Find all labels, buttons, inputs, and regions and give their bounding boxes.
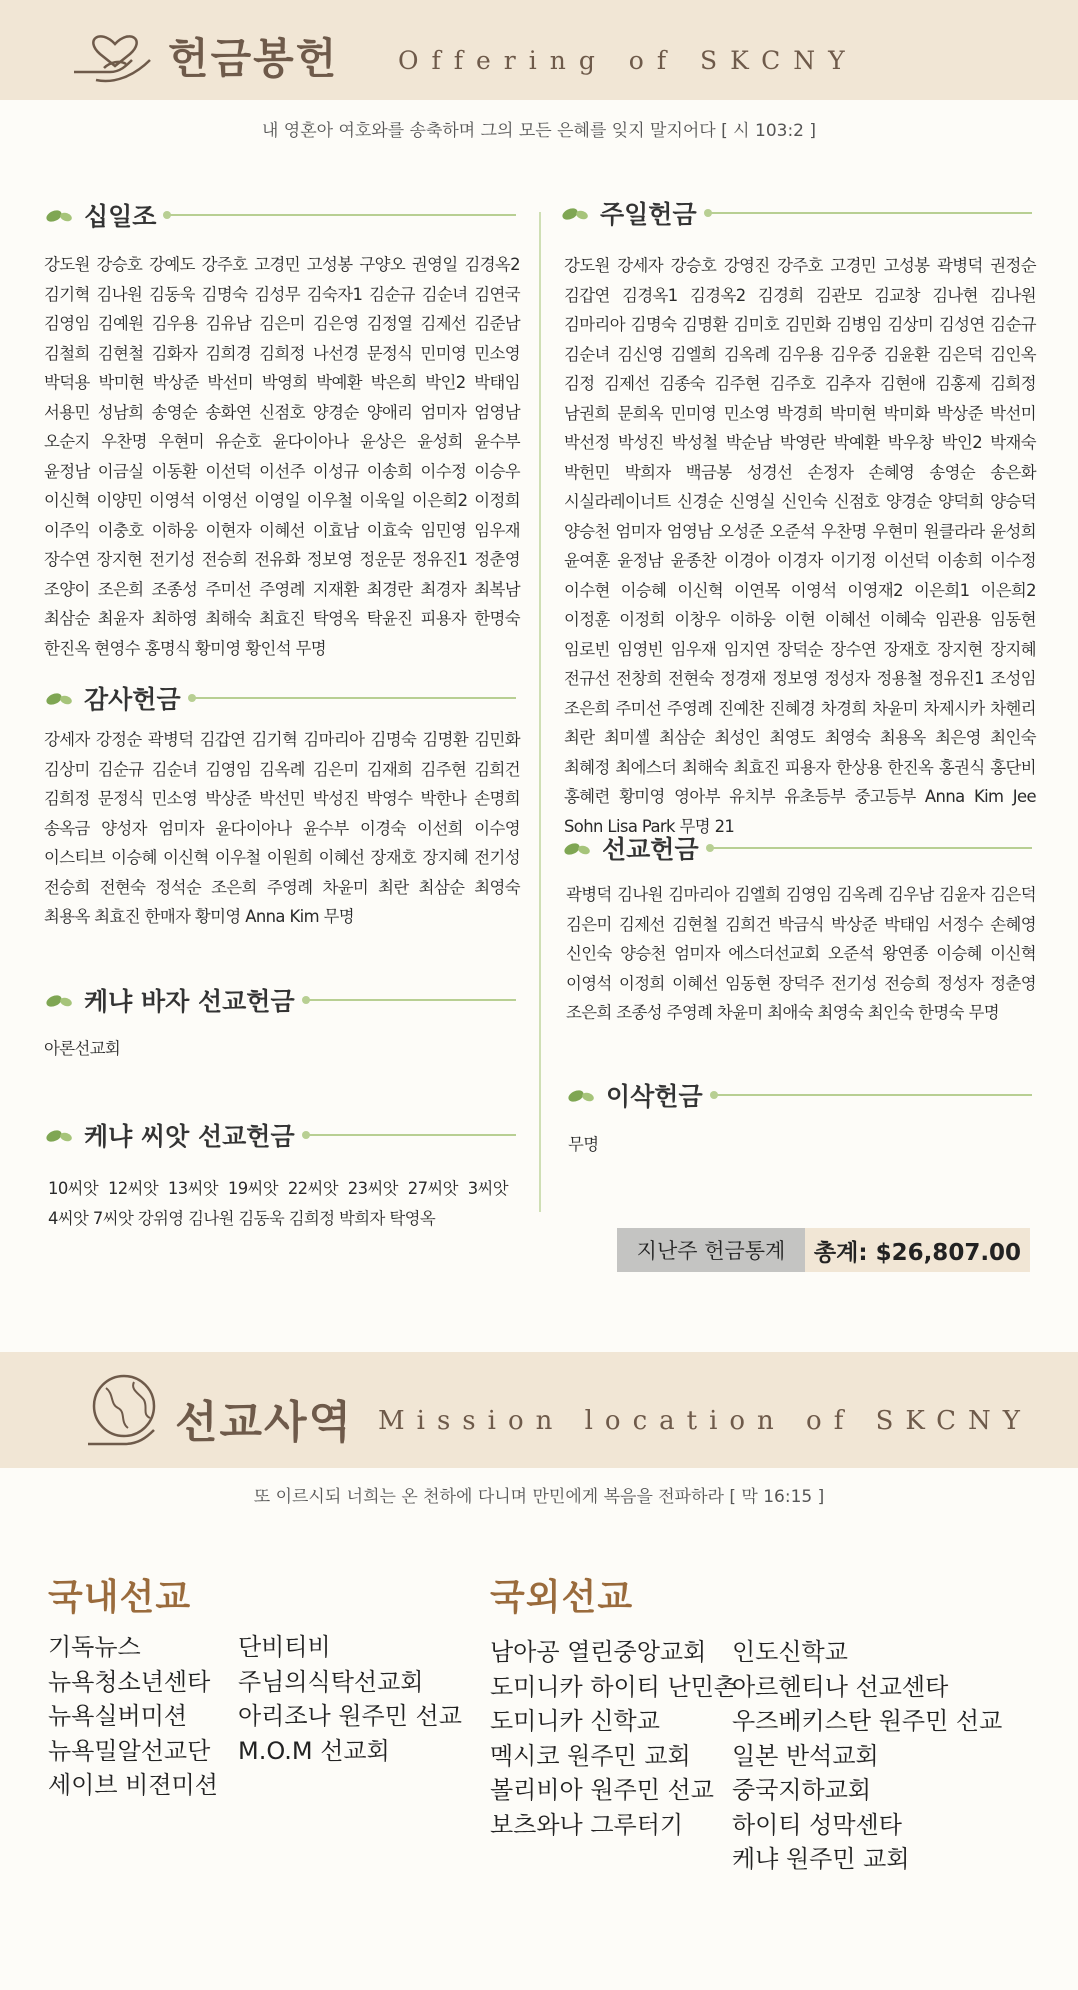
leaf-icon <box>566 1084 596 1106</box>
kenya-bazaar-title: 케냐 바자 선교헌금 <box>84 987 295 1016</box>
mission-item: 인도신학교 <box>732 1638 848 1666</box>
mission-item: 남아공 열린중앙교회 <box>490 1638 707 1666</box>
domestic-mission-heading: 국내선교 <box>48 1577 192 1618</box>
kenya-seed-names: 10씨앗 12씨앗 13씨앗 19씨앗 22씨앗 23씨앗 27씨앗 3씨앗 4씨앗 7씨앗 강위영 김나원 김동욱 김희정 박희자 탁영옥 <box>48 1179 508 1228</box>
mission-item: 아르헨티나 선교센타 <box>732 1672 949 1701</box>
overseas-mission-list-1 <box>490 1635 737 1842</box>
leaf-icon <box>44 204 74 226</box>
mission-item: 뉴욕청소년센타 <box>48 1667 211 1696</box>
mission-offering-heading <box>562 830 1032 866</box>
sunday-names: 강도원 강세자 강승호 강영진 강주호 고경민 고성봉 곽병덕 권정순 김갑연 김경옥1 김경옥2 김경희 김관모 김교창 김나현 김나원 김마리아 김명숙 김명환 김미호 김민화 김병임 김상미 김성연 김순규 김순녀 김신영 김엘희 김옥례 김우용 김우중 김윤환 김은덕 김인옥 김정 김제선 김종숙 김주현 김주호 김추자 김현애 김홍제 김희정 남권희 문희옥 민미영 민소영 박경희 박미현 박미화 박상준 박선미 박선정 박성진 박성철 박순남 박영란 박예환 박우창 박인2 박재숙 박헌민 박희자 백금봉 성경선 손정자 손혜영 송영순 송은화 시실라레이너트 신경순 신영실 신인숙 신점호 양경순 양덕희 양승덕 양승천 엄미자 엄영남 오성준 오준석 우찬명 우현미 원클라라 윤성희 윤여훈 윤정남 윤종찬 이경아 이경자 이기정 이선덕 이송희 이수정 이수현 이승혜 이신혁 이연목 이영석 이영재2 이은희1 이은희2 이정훈 이정희 이창우 이하웅 이현 이혜선 이혜숙 임관용 임동현 임로빈 임영빈 임우재 임지연 장덕순 장수연 장재호 장지현 장지혜 전규선 전창희 전현숙 정경재 정보영 정성자 정용철 정유진1 조성임 조은희 주미선 주영례 진예찬 진혜경 차경희 차윤미 차제시카 차헨리 최란 최미셸 최삼순 최성인 최영도 최영숙 최용옥 최은영 최인숙 최혜정 최에스더 최해숙 최효진 피용자 한상용 한진옥 홍권식 홍단비 홍혜련 황미영 영아부 유치부 유초등부 중고등부 Anna Kim Jee Sohn Lisa Park 무명 21 <box>564 256 1036 836</box>
kenya-seed-title: 케냐 씨앗 선교헌금 <box>84 1122 295 1151</box>
heading-rule <box>709 847 1032 849</box>
mission-item: 볼리비아 원주민 선교 <box>490 1776 714 1804</box>
offering-verse: 내 영혼아 여호와를 송축하며 그의 모든 은혜를 잊지 말지어다 [ 시 103:2 ] <box>261 121 817 141</box>
thanks-title: 감사헌금 <box>84 685 181 714</box>
mission-item: 멕시코 원주민 교회 <box>490 1741 691 1770</box>
mission-banner <box>0 1352 1078 1468</box>
mission-item: 뉴욕실버미션 <box>48 1702 188 1730</box>
weekly-stats-total: 총계: $26,807.00 <box>805 1228 1030 1272</box>
leaf-icon <box>44 1124 74 1146</box>
isaac-offering-heading <box>566 1077 1032 1113</box>
mission-item: 아리조나 원주민 선교 <box>238 1702 462 1730</box>
sunday-title: 주일헌금 <box>600 200 697 229</box>
mission-title: 선교사역 <box>175 1397 354 1448</box>
heading-rule <box>166 214 516 216</box>
weekly-stats-label: 지난주 헌금통계 <box>617 1228 805 1272</box>
heading-rule <box>713 1094 1032 1096</box>
kenya-bazaar-heading <box>44 982 516 1018</box>
leaf-icon <box>44 989 74 1011</box>
column-divider <box>539 212 541 1212</box>
mission-item: 일본 반석교회 <box>732 1741 879 1770</box>
hands-heart-icon <box>70 14 160 94</box>
kenya-bazaar-names: 아론선교회 <box>44 1039 121 1058</box>
isaac-offering-title: 이삭헌금 <box>606 1082 703 1111</box>
mission-subtitle: Mission location of SKCNY <box>378 1406 1032 1436</box>
leaf-icon <box>562 837 592 859</box>
mission-item: 우즈베키스탄 원주민 선교 <box>732 1707 1003 1735</box>
offering-title: 헌금봉헌 <box>168 34 339 83</box>
domestic-mission-list-2 <box>238 1630 462 1768</box>
thanks-heading <box>44 680 516 716</box>
mission-item: 도미니카 하이티 난민촌 <box>490 1672 738 1701</box>
globe-hand-icon <box>84 1370 170 1456</box>
heading-rule <box>191 697 516 699</box>
leaf-icon <box>44 687 74 709</box>
isaac-offering-names: 무명 <box>568 1135 599 1154</box>
heading-rule <box>305 999 516 1001</box>
mission-offering-title: 선교헌금 <box>602 835 699 864</box>
leaf-icon <box>560 202 590 224</box>
mission-item: 보츠와나 그루터기 <box>490 1810 684 1839</box>
sunday-heading <box>560 195 1032 231</box>
mission-verse: 또 이르시되 너희는 온 천하에 다니며 만민에게 복음을 전파하라 [ 막 16:15 ] <box>253 1487 825 1507</box>
mission-item: 중국지하교회 <box>732 1776 872 1804</box>
mission-item: 케냐 원주민 교회 <box>732 1845 910 1873</box>
mission-offering-names: 곽병덕 김나원 김마리아 김엘희 김영임 김옥례 김우남 김윤자 김은덕 김은미 김제선 김현철 김희건 박금식 박상준 박태임 서정수 손혜영 신인숙 양승천 엄미자 에스더선교회 오준석 왕연종 이승혜 이신혁 이영석 이정희 이혜선 임동현 장덕주 전기성 전승희 정성자 정춘영 조은희 조종성 주영례 차윤미 최애숙 최영숙 최인숙 한명숙 무명 <box>566 885 1036 1022</box>
kenya-seed-heading <box>44 1117 516 1153</box>
mission-item: 단비티비 <box>238 1633 331 1661</box>
mission-item: 기독뉴스 <box>48 1633 141 1661</box>
thanks-names: 강세자 강정순 곽병덕 김갑연 김기혁 김마리아 김명숙 김명환 김민화 김상미 김순규 김순녀 김영임 김옥례 김은미 김재희 김주현 김희건 김희정 문정식 민소영 박상준 박선민 박성진 박영수 박한나 손명희 송옥금 양성자 엄미자 윤다이아나 윤수부 이경숙 이선희 이수영 이스티브 이승혜 이신혁 이우철 이원희 이혜선 장재호 장지혜 전기성 전승희 전현숙 정석순 조은희 주영례 차윤미 최란 최삼순 최영숙 최용옥 최효진 한매자 황미영 Anna Kim 무명 <box>44 730 520 926</box>
mission-item: 주님의식탁선교회 <box>238 1667 424 1696</box>
tithe-heading <box>44 197 516 233</box>
mission-item: 도미니카 신학교 <box>490 1707 660 1735</box>
heading-rule <box>707 212 1032 214</box>
mission-item: 세이브 비젼미션 <box>48 1771 218 1799</box>
overseas-mission-list-2 <box>732 1635 1002 1877</box>
mission-item: 뉴욕밀알선교단 <box>48 1736 211 1765</box>
offering-banner <box>0 0 1078 100</box>
heading-rule <box>305 1134 516 1136</box>
offering-subtitle: Offering of SKCNY <box>398 46 858 75</box>
tithe-title: 십일조 <box>84 202 157 231</box>
tithe-names: 강도원 강승호 강예도 강주호 고경민 고성봉 구양오 권영일 김경옥2 김기혁 김나원 김동욱 김명숙 김성무 김숙자1 김순규 김순녀 김연국 김영임 김예원 김우용 김유남 김은미 김은영 김정열 김제선 김준남 김철희 김현철 김화자 김희경 김희정 나선경 문정식 민미영 민소영 박덕용 박미현 박상준 박선미 박영희 박예환 박은희 박인2 박태임 서용민 성남희 송영순 송화연 신점호 양경순 양애리 엄미자 엄영남 오순지 우찬명 우현미 유순호 윤다이아나 윤상은 윤성희 윤수부 윤정남 이금실 이동환 이선덕 이선주 이성규 이송희 이수정 이승우 이신혁 이양민 이영석 이영선 이영일 이우철 이욱일 이은희2 이정희 이주익 이충호 이하웅 이현자 이혜선 이효남 이효숙 임민영 임우재 장수연 장지현 전기성 전승희 전유화 정보영 정운문 정유진1 정춘영 조양이 조은희 조종성 주미선 주영례 지재환 최경란 최경자 최복남 최삼순 최윤자 최하영 최해숙 최효진 탁영옥 탁윤진 피용자 한명숙 한진옥 현영수 홍명식 황미영 황인석 무명 <box>44 255 520 658</box>
domestic-mission-list-1 <box>48 1630 218 1803</box>
mission-item: 하이티 성막센타 <box>732 1810 902 1839</box>
mission-item: M.O.M 선교회 <box>238 1736 390 1765</box>
overseas-mission-heading: 국외선교 <box>490 1577 634 1618</box>
